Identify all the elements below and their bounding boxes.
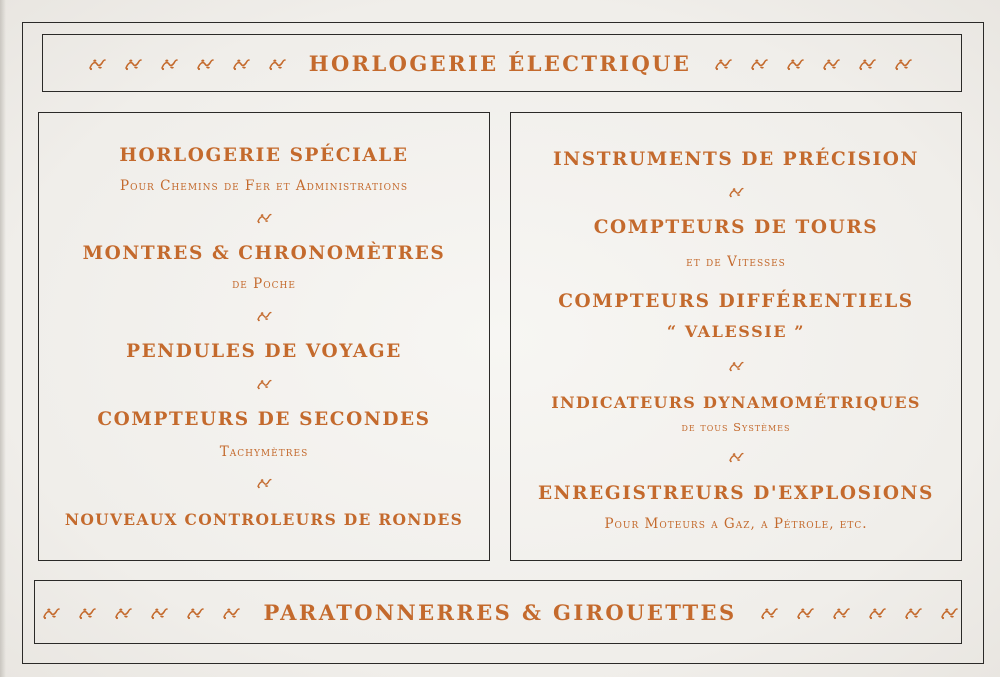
fleuron-icon [868,606,886,620]
right-heading-5: ENREGISTREURS D'EXPLOSIONS [537,483,935,504]
left-sub-1: Pour Chemins de Fer et Administrations [119,178,408,194]
footer-ornaments-left [33,603,249,622]
left-heading-1: HORLOGERIE SPÉCIALE [119,145,409,166]
fleuron-icon [728,360,744,372]
header-banner [0,42,1000,84]
fleuron-icon [728,451,744,463]
fleuron-icon [750,57,768,71]
header-ornaments-right [705,54,921,73]
fleuron-icon [88,57,106,71]
right-heading-3: COMPTEURS DIFFÉRENTIELS [558,291,914,312]
fleuron-icon [904,606,922,620]
right-sub-4: de tous Systèmes [681,420,791,434]
left-panel-frame [38,112,490,561]
right-heading-4: INDICATEURS DYNAMOMÉTRIQUES [551,393,921,412]
fleuron-icon [714,57,732,71]
footer-ornaments-right [751,603,967,622]
fleuron-icon [256,378,272,390]
fleuron-icon [78,606,96,620]
left-heading-3: PENDULES DE VOYAGE [126,341,402,362]
header-title: HORLOGERIE ÉLECTRIQUE [308,50,692,76]
right-heading-2: COMPTEURS DE TOURS [593,217,879,238]
fleuron-icon [42,606,60,620]
fleuron-icon [186,606,204,620]
left-sub-4: Tachymètres [219,444,309,460]
fleuron-icon [894,57,912,71]
fleuron-icon [114,606,132,620]
fleuron-icon [256,212,272,224]
left-panel [39,113,489,560]
fleuron-icon [124,57,142,71]
fleuron-icon [150,606,168,620]
left-heading-5: NOUVEAUX CONTROLEURS DE RONDES [64,510,464,529]
left-sub-2: de Poche [232,276,296,292]
fleuron-icon [940,606,958,620]
paper-edge [0,0,6,677]
fleuron-icon [760,606,778,620]
footer-banner [0,591,1000,633]
right-panel-frame [510,112,962,561]
fleuron-icon [822,57,840,71]
left-heading-2: MONTRES & CHRONOMÈTRES [82,243,446,264]
fleuron-icon [196,57,214,71]
fleuron-icon [858,57,876,71]
fleuron-icon [222,606,240,620]
right-sub-3: “ VALESSIE ” [666,322,806,341]
fleuron-icon [796,606,814,620]
fleuron-icon [256,310,272,322]
right-heading-1: INSTRUMENTS DE PRÉCISION [552,149,920,170]
left-heading-4: COMPTEURS DE SECONDES [97,409,431,430]
right-sub-5: Pour Moteurs a Gaz, a Pétrole, etc. [604,516,868,532]
footer-title: PARATONNERRES & GIROUETTES [263,599,737,625]
fleuron-icon [832,606,850,620]
header-ornaments-left [79,54,295,73]
right-sub-2: et de Vitesses [686,254,786,270]
fleuron-icon [786,57,804,71]
fleuron-icon [268,57,286,71]
fleuron-icon [728,186,744,198]
fleuron-icon [256,477,272,489]
right-panel [511,113,961,560]
fleuron-icon [232,57,250,71]
fleuron-icon [160,57,178,71]
